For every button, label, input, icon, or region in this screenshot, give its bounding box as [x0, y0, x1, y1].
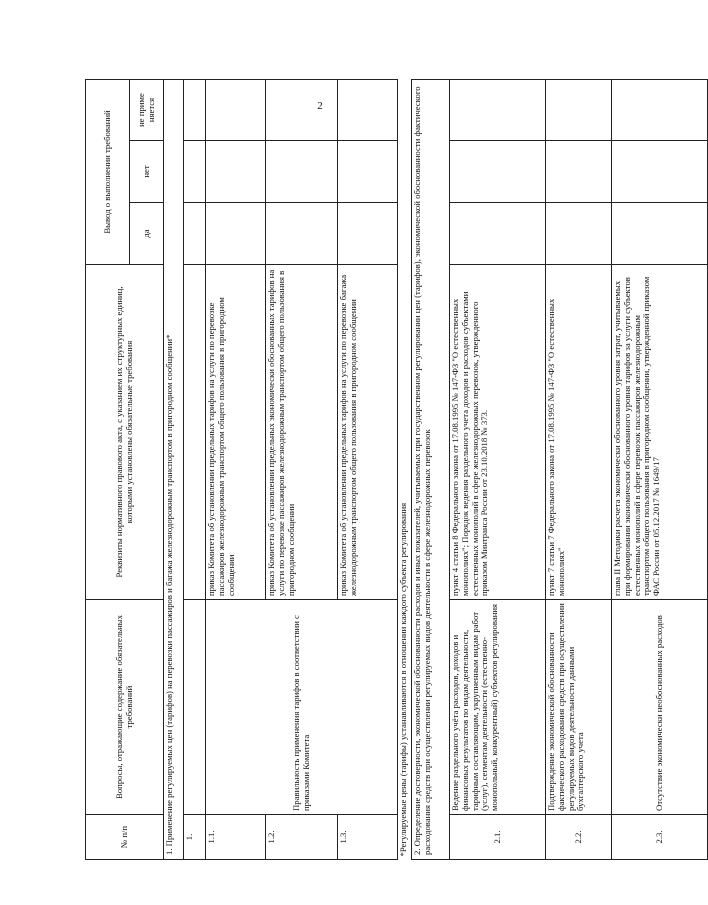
- row-requisites: приказ Комитета об установлении предельных тарифов на услуги по перевозке багажа железнодорожным транспортом общего пользования в пригородном сообщении: [338, 265, 398, 600]
- row-requisites: глава II Методики расчета экономически обоснованного уровня затрат, учитываемых при формировании экономически обоснованного уровня тарифов за услуги субъектов естественных монополий в сфере перевозок пассажиров железнодорожным транспортом общего пользования в пригородном сообщении, утвержденной приказом ФАС России от 05.12.2017 № 1649/17: [612, 265, 708, 600]
- table-row: [206, 80, 266, 860]
- section-row: [412, 80, 450, 860]
- row-requisites: [184, 265, 206, 600]
- row-num: 2.3.: [612, 815, 708, 860]
- cell-yes: [450, 203, 546, 265]
- table-row: [612, 80, 708, 860]
- row-question: Подтверждение экономической обоснованности фактического расходования средств при осуществлении регулируемых видов деятельности данными бухгалтерского учета: [546, 600, 612, 815]
- row-requisites: приказ Комитета об установлении предельных экономически обоснованных тарифов на услуги по перевозке пассажиров железнодорожным транспортом общего пользования в пригородном сообщении: [266, 265, 338, 600]
- cell-na: [206, 80, 266, 141]
- header-row: [86, 80, 130, 860]
- requirements-table: [85, 79, 708, 860]
- header-no: нет: [130, 141, 164, 203]
- row-num: 1.1.: [206, 815, 266, 860]
- row-question: Правильность применения тарифов в соответствии с приказами Комитета: [206, 600, 398, 815]
- cell-yes: [206, 203, 266, 265]
- footnote: *Регулируемые цены (тарифы) устанавливаются в отношении каждого субъекта регулирования: [398, 80, 412, 860]
- row-question: [184, 600, 206, 815]
- cell-yes: [266, 203, 338, 265]
- cell-no: [206, 141, 266, 203]
- cell-no: [266, 141, 338, 203]
- row-num: 1.3.: [338, 815, 398, 860]
- row-requisites: приказ Комитета об установлении предельных тарифов на услуги по перевозке пассажиров железнодорожным транспортом общего пользования в пригородном сообщении: [206, 265, 266, 600]
- section-title: 2. Определение достоверности, экономической обоснованности расходов и иных показателей, учитываемых при государственном регулировании цен (тарифов), экономической обоснованности фактического расходования средств при осуществлении регулируемых видов деятельности в сфере железнодорожных перевозок: [412, 80, 450, 860]
- footnote-row: [398, 80, 412, 860]
- table-row: [546, 80, 612, 860]
- row-num: 2.1.: [450, 815, 546, 860]
- header-num: № п/п: [86, 815, 164, 860]
- header-conclusion: Вывод о выполнении требований: [86, 80, 130, 265]
- header-question: Вопросы, отражающие содержание обязательных требований: [86, 600, 164, 815]
- page-number: 2: [317, 100, 323, 112]
- cell-na: [450, 80, 546, 141]
- table-row: [184, 80, 206, 860]
- cell-no: [184, 141, 206, 203]
- row-requisites: пункт 7 статьи 7 Федерального закона от 17.08.1995 № 147-ФЗ "О естественных монополиях": [546, 265, 612, 600]
- row-num: 1.: [184, 815, 206, 860]
- cell-yes: [184, 203, 206, 265]
- row-question: Ведение раздельного учёта расходов, доходов и финансовых результатов по видам деятельности, тарифным составляющим, укрупненным видам работ (услуг), сегментам деятельности (естественно-монопольный, конкурентный) субъектов регулирования: [450, 600, 546, 815]
- cell-na: [612, 80, 708, 141]
- cell-yes: [612, 203, 708, 265]
- header-na: не приме няется: [130, 80, 164, 141]
- row-question: Отсутствие экономически необоснованных расходов: [612, 600, 708, 815]
- section-row: [164, 80, 184, 860]
- rotated-table-wrapper: [85, 80, 664, 860]
- cell-no: [338, 141, 398, 203]
- cell-no: [612, 141, 708, 203]
- header-requisites: Реквизиты нормативного правового акта, с указанием их структурных единиц, которыми установлены обязательные требования: [86, 265, 164, 600]
- cell-na: [338, 80, 398, 141]
- row-num: 2.2.: [546, 815, 612, 860]
- cell-yes: [546, 203, 612, 265]
- section-title: 1. Применение регулируемых цен (тарифов) на перевозки пассажиров и багажа железнодорожным транспортом в пригородном сообщении*: [164, 80, 184, 860]
- row-requisites: пункт 4 статьи 8 Федерального закона от 17.08.1995 № 147-ФЗ "О естественных монополиях"; Порядок ведения раздельного учета доходов и расходов субъектами естественных монополий в сфере железнодорожных перевозок, утвержденного приказом Минтранса России от 23.10.2018 № 373.: [450, 265, 546, 600]
- cell-na: [184, 80, 206, 141]
- cell-no: [450, 141, 546, 203]
- cell-no: [546, 141, 612, 203]
- header-yes: да: [130, 203, 164, 265]
- row-num: 1.2.: [266, 815, 338, 860]
- cell-yes: [338, 203, 398, 265]
- cell-na: [546, 80, 612, 141]
- cell-na: [266, 80, 338, 141]
- table-row: [450, 80, 546, 860]
